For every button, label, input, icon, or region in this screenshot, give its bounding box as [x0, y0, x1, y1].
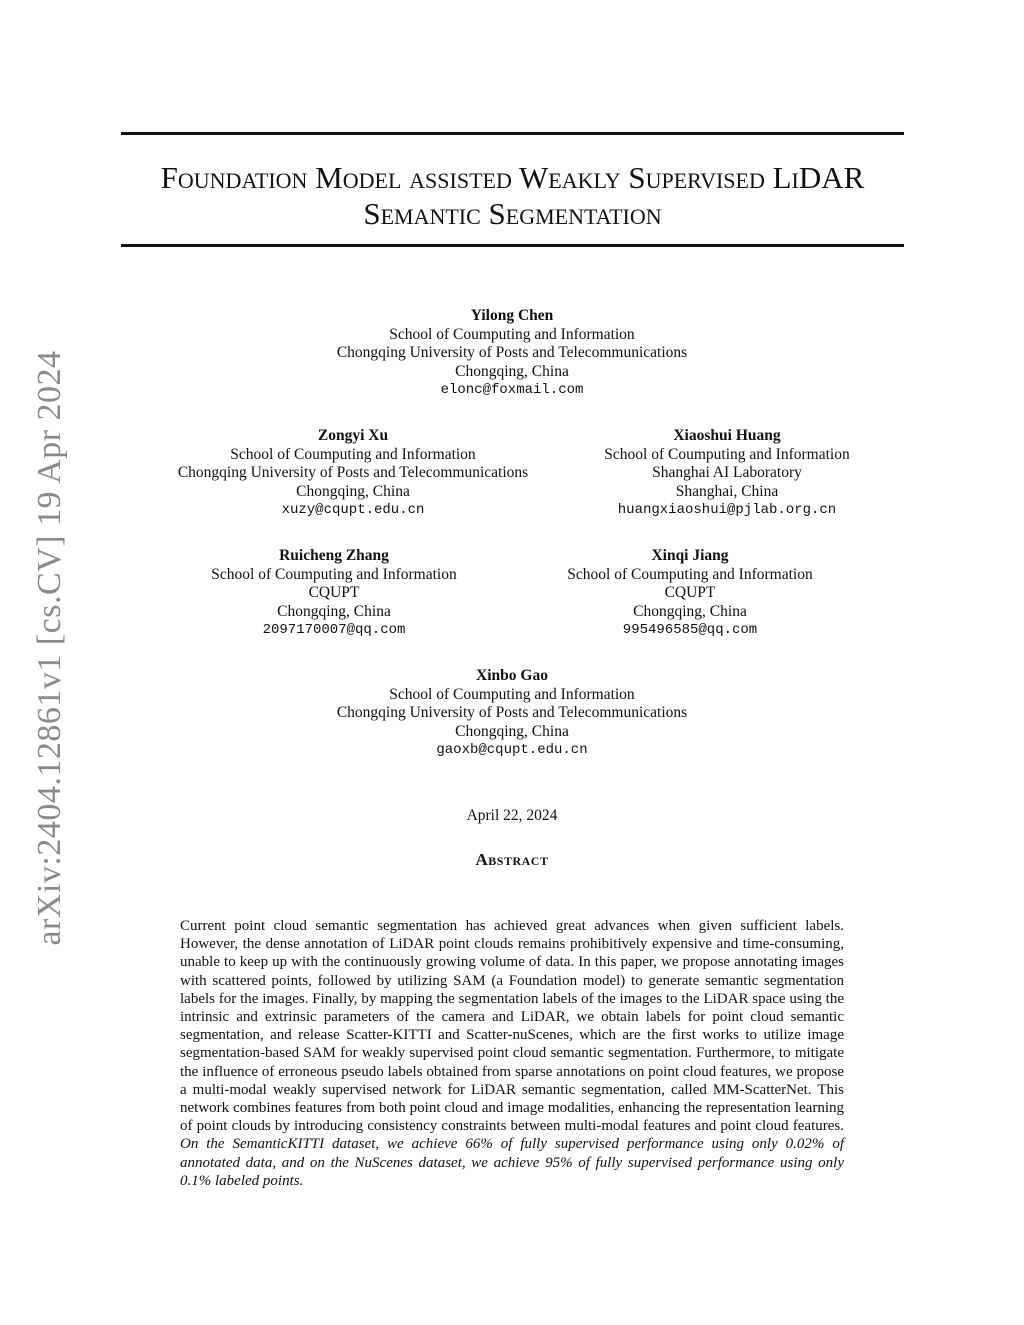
author-location: Chongqing, China — [455, 362, 569, 380]
author-department: School of Coumputing and Information — [389, 685, 635, 703]
author-name: Xiaoshui Huang — [673, 427, 781, 444]
abstract-italic-text: On the SemanticKITTI dataset, we achieve 66% of fully supervised performance using only 0.02% of annotated data, and on the NuScenes dataset, we achieve 95% of fully supervised performance using only 0.1% labeled points. — [180, 1136, 844, 1189]
author-institution: CQUPT — [308, 584, 360, 601]
author-department: School of Coumputing and Information — [211, 565, 457, 583]
abstract-body — [180, 917, 844, 1190]
author-name: Xinqi Jiang — [651, 547, 729, 564]
abstract-heading: Abstract — [475, 850, 549, 869]
publication-date: April 22, 2024 — [466, 807, 558, 824]
author-email: huangxiaoshui@pjlab.org.cn — [617, 502, 837, 518]
title-top-rule — [121, 132, 904, 135]
abstract-text: Current point cloud semantic segmentation has achieved great advances when given sufficient labels. However, the dense annotation of LiDAR point clouds remains prohibitively expensive and time-consuming, unable to keep up with the continuously growing volume of data. In this paper, we propose annotating images with scattered points, followed by utilizing SAM (a Foundation model) to generate semantic segmentation labels for the images. Finally, by mapping the segmentation labels of the images to the LiDAR space using the intrinsic and extrinsic parameters of the camera and LiDAR, we obtain labels for point cloud semantic segmentation, and release Scatter-KITTI and Scatter-nuScenes, which are the first works to utilize image segmentation-based SAM for weakly supervised point cloud semantic segmentation. Furthermore, to mitigate the influence of erroneous pseudo labels obtained from sparse annotations on point cloud features, we propose a multi-modal weakly supervised network for LiDAR semantic segmentation, called MM-ScatterNet. This network combines features from both point cloud and image modalities, enhancing the representation learning of point clouds by introducing consistency constraints between multi-modal features and point cloud features. — [180, 918, 844, 1135]
author-name: Zongyi Xu — [317, 427, 389, 444]
author-location: Chongqing, China — [296, 482, 410, 500]
author-department: School of Coumputing and Information — [567, 565, 813, 583]
author-department: School of Coumputing and Information — [230, 445, 476, 463]
paper-title-line-1: Foundation Model assisted Weakly Supervised LiDAR — [160, 160, 865, 195]
author-location: Chongqing, China — [633, 602, 747, 620]
author-name: Xinbo Gao — [476, 667, 548, 684]
author-institution: Chongqing University of Posts and Telecommunications — [336, 344, 688, 361]
author-email: elonc@foxmail.com — [440, 382, 584, 398]
paper-title — [121, 160, 904, 232]
author-name: Ruicheng Zhang — [279, 547, 389, 564]
title-bottom-rule — [121, 244, 904, 247]
author-institution: Chongqing University of Posts and Telecommunications — [177, 464, 529, 481]
author-department: School of Coumputing and Information — [389, 325, 635, 343]
author-institution: CQUPT — [664, 584, 716, 601]
author-block-xinbo-gao — [337, 667, 687, 760]
author-email: gaoxb@cqupt.edu.cn — [436, 742, 588, 758]
author-institution: Shanghai AI Laboratory — [652, 464, 802, 481]
paper-title-line-2: Semantic Segmentation — [363, 196, 662, 231]
author-location: Shanghai, China — [675, 482, 779, 500]
author-institution: Chongqing University of Posts and Telecommunications — [336, 704, 688, 721]
author-email: 2097170007@qq.com — [262, 622, 406, 638]
author-email: xuzy@cqupt.edu.cn — [281, 502, 425, 518]
author-block-ruicheng-zhang — [211, 547, 456, 640]
author-block-xinqi-jiang — [567, 547, 812, 640]
author-name: Yilong Chen — [470, 307, 554, 324]
author-block-yilong-chen — [337, 307, 687, 400]
author-block-zongyi-xu — [178, 427, 528, 520]
author-email: 995496585@qq.com — [622, 622, 758, 638]
author-department: School of Coumputing and Information — [604, 445, 850, 463]
author-block-xiaoshui-huang — [604, 427, 849, 520]
author-location: Chongqing, China — [277, 602, 391, 620]
author-location: Chongqing, China — [455, 722, 569, 740]
arxiv-identifier-stamp: arXiv:2404.12861v1 [cs.CV] 19 Apr 2024 — [31, 350, 68, 946]
